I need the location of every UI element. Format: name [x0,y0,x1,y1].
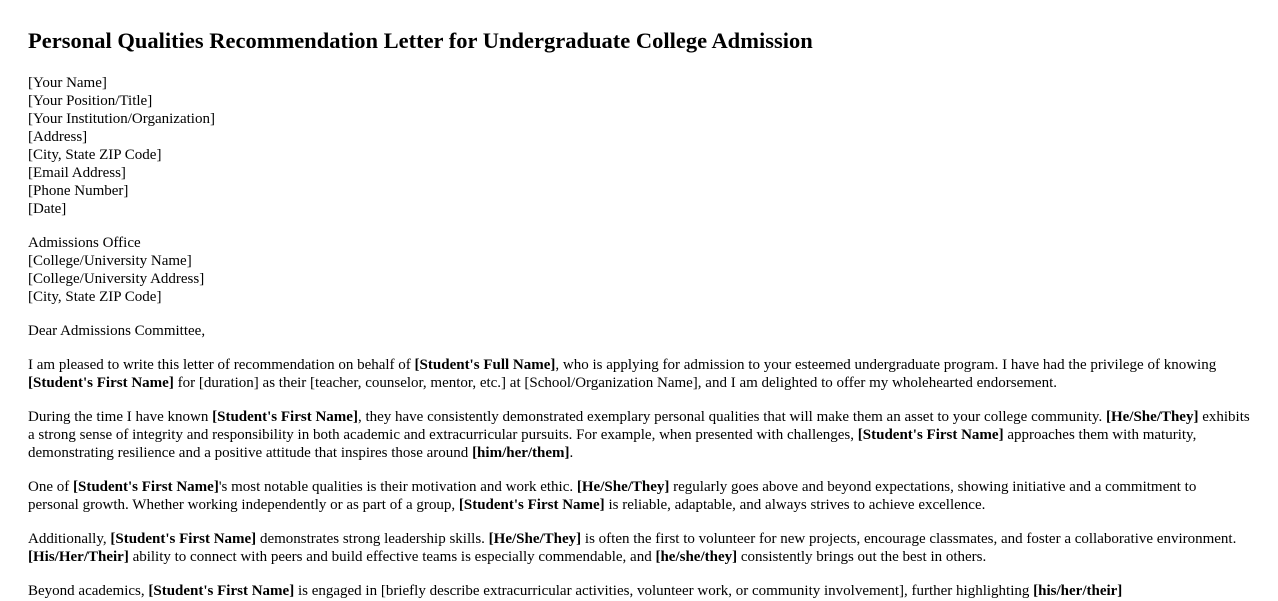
paragraph-leadership [28,530,1250,566]
paragraph-text: is often the first to volunteer for new projects, encourage classmates, and foster a collaborative environment. [581,531,1237,547]
paragraph-text: regularly goes above and beyond expectations, showing initiative and a commitment to personal growth. Whether working independently or as part of a group, [28,479,1197,513]
paragraph-text: demonstrates strong leadership skills. [256,531,489,547]
placeholder-field: [He/She/They] [1105,409,1199,425]
recipient-block [28,234,204,306]
placeholder-field: [Student's First Name] [73,479,219,495]
paragraph-text: Beyond academics, [28,583,149,599]
sender-email: [Email Address] [28,165,126,181]
paragraph-beyond-academics [28,582,1250,600]
placeholder-field: [Student's First Name] [212,409,358,425]
recipient-office: Admissions Office [28,235,141,251]
placeholder-field: [He/She/They] [488,531,582,547]
paragraph-text: exhibits a strong sense of integrity and responsibility in both academic and extracurricular pursuits. For example, when presented with challenges, [28,409,1250,443]
paragraph-text: consistently brings out the best in others. [737,549,987,565]
page-title: Personal Qualities Recommendation Letter for Undergraduate College Admission [28,28,813,53]
sender-address: [Address] [28,129,88,145]
salutation-text: Dear Admissions Committee, [28,323,206,339]
paragraph-text: is reliable, adaptable, and always strives to achieve excellence. [604,497,986,513]
placeholder-field: [Student's Full Name] [414,357,556,373]
placeholder-field: [he/she/they] [655,549,738,565]
sender-block [28,74,215,218]
paragraph-text: approaches them with maturity, demonstrating resilience and a positive attitude that inspires those around [28,427,1197,461]
sender-phone: [Phone Number] [28,183,129,199]
sender-position: [Your Position/Title] [28,93,153,109]
paragraph-intro [28,356,1250,392]
sender-date: [Date] [28,201,67,217]
paragraph-text: , they have consistently demonstrated exemplary personal qualities that will make them an asset to your college community. [357,409,1106,425]
paragraph-text: is engaged in [briefly describe extracurricular activities, volunteer work, or community involvement], further highlighting [294,583,1034,599]
paragraph-text: for [duration] as their [teacher, counselor, mentor, etc.] at [School/Organization Name], and I am delighted to offer my wholehearted endorsement. [173,375,1057,391]
sender-name: [Your Name] [28,75,107,91]
placeholder-field: [His/Her/Their] [28,549,129,565]
recipient-college-address: [College/University Address] [28,271,205,287]
salutation [28,322,205,340]
placeholder-field: [Student's First Name] [458,497,605,513]
paragraph-text: I am pleased to write this letter of recommendation on behalf of [28,357,415,373]
paragraph-text: One of [28,479,73,495]
placeholder-field: [He/She/They] [576,479,670,495]
paragraph-text: . [569,445,574,461]
placeholder-field: [Student's First Name] [857,427,1004,443]
placeholder-field: [Student's First Name] [110,531,257,547]
sender-city: [City, State ZIP Code] [28,147,162,163]
paragraph-text: 's most notable qualities is their motivation and work ethic. [218,479,577,495]
recipient-college-name: [College/University Name] [28,253,192,269]
placeholder-field: [him/her/them] [472,445,570,461]
paragraph-qualities [28,408,1250,462]
placeholder-field: [his/her/their] [1033,583,1123,599]
sender-institution: [Your Institution/Organization] [28,111,215,127]
recipient-city: [City, State ZIP Code] [28,289,162,305]
paragraph-text: , who is applying for admission to your esteemed undergraduate program. I have had the privilege of knowing [555,357,1217,373]
placeholder-field: [Student's First Name] [28,375,174,391]
paragraph-motivation [28,478,1250,514]
paragraph-text: During the time I have known [28,409,213,425]
paragraph-text: Additionally, [28,531,111,547]
paragraph-text: ability to connect with peers and build effective teams is especially commendable, and [128,549,656,565]
placeholder-field: [Student's First Name] [148,583,295,599]
